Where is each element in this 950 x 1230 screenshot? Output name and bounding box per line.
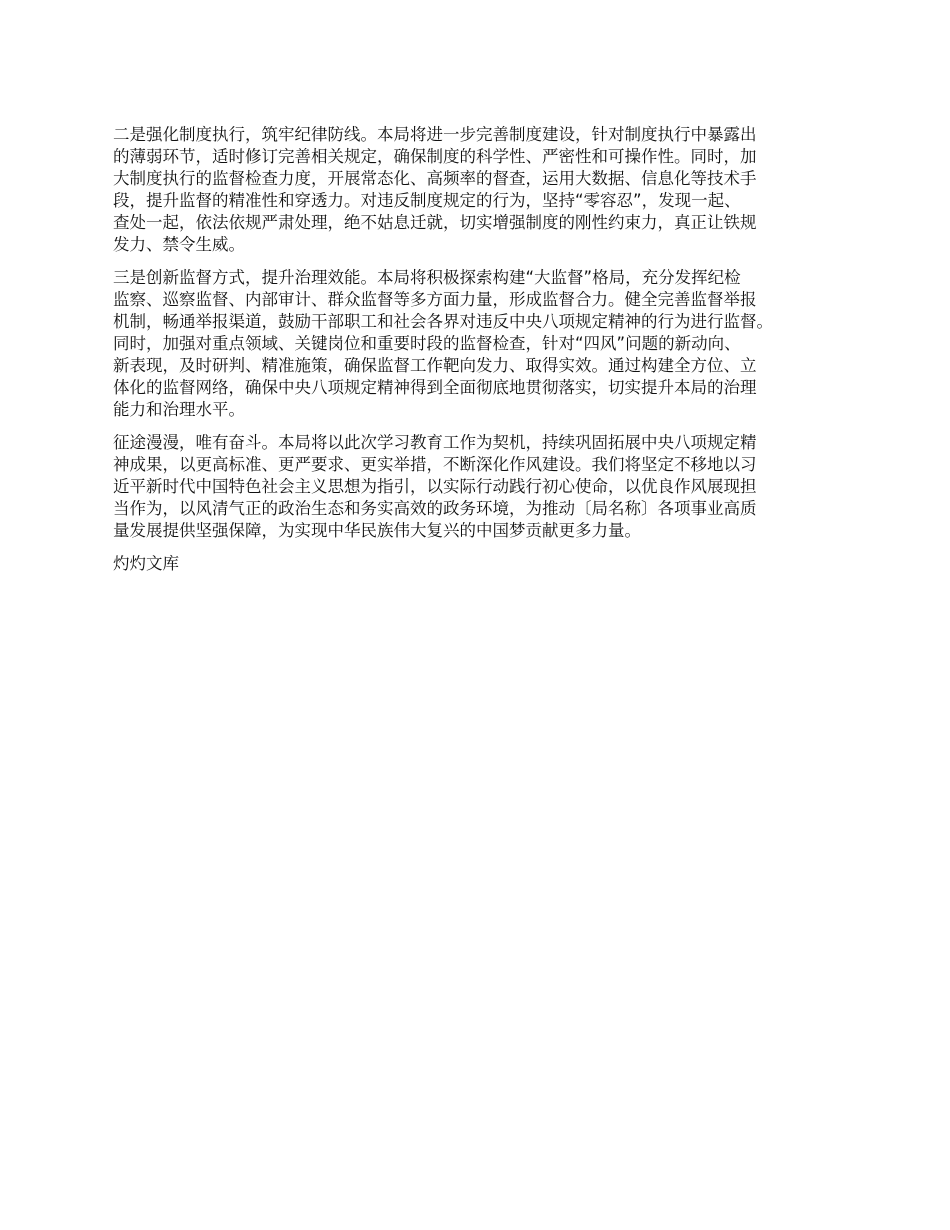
text-line: 三是创新监督方式，提升治理效能。本局将积极探索构建“大监督”格局，充分发挥纪检 [113,268,741,287]
text-line: 量发展提供坚强保障，为实现中华民族伟大复兴的中国梦贡献更多力量。 [113,521,641,540]
text-line: 的薄弱环节，适时修订完善相关规定，确保制度的科学性、严密性和可操作性。同时，加 [113,147,757,166]
text-line: 监察、巡察监督、内部审计、群众监督等多方面力量，形成监督合力。健全完善监督举报 [113,290,757,309]
text-line: 段，提升监督的精准性和穿透力。对违反制度规定的行为，坚持“零容忍”，发现一起、 [113,191,741,210]
text-line: 机制，畅通举报渠道，鼓励干部职工和社会各界对违反中央八项规定精神的行为进行监督。 [113,312,773,331]
text-line: 征途漫漫，唯有奋斗。本局将以此次学习教育工作为契机，持续巩固拓展中央八项规定精 [113,433,757,452]
text-line: 新表现，及时研判、精准施策，确保监督工作靶向发力、取得实效。通过构建全方位、立 [113,356,757,375]
text-line: 神成果，以更高标准、更严要求、更实举措，不断深化作风建设。我们将坚定不移地以习 [113,455,757,474]
text-line: 当作为，以风清气正的政治生态和务实高效的政务环境，为推动〔局名称〕各项事业高质 [113,499,757,518]
text-line: 查处一起，依法依规严肃处理，绝不姑息迁就，切实增强制度的刚性约束力，真正让铁规 [113,213,757,232]
text-line: 大制度执行的监督检查力度，开展常态化、高频率的督查，运用大数据、信息化等技术手 [113,169,757,188]
text-line: 近平新时代中国特色社会主义思想为指引，以实际行动践行初心使命，以优良作风展现担 [113,477,757,496]
text-line: 体化的监督网络，确保中央八项规定精神得到全面彻底地贯彻落实，切实提升本局的治理 [113,378,757,397]
footer-source: 灼灼文库 [113,554,179,573]
text-line: 同时，加强对重点领域、关键岗位和重要时段的监督检查，针对“四风”问题的新动向、 [113,334,741,353]
paragraph-conclusion [113,432,853,542]
text-line: 二是强化制度执行，筑牢纪律防线。本局将进一步完善制度建设，针对制度执行中暴露出 [113,125,757,144]
paragraph-supervision [113,267,853,421]
text-line: 发力、禁令生威。 [113,235,245,254]
text-line: 能力和治理水平。 [113,400,245,419]
document-body [113,124,853,586]
paragraph-discipline [113,124,853,256]
